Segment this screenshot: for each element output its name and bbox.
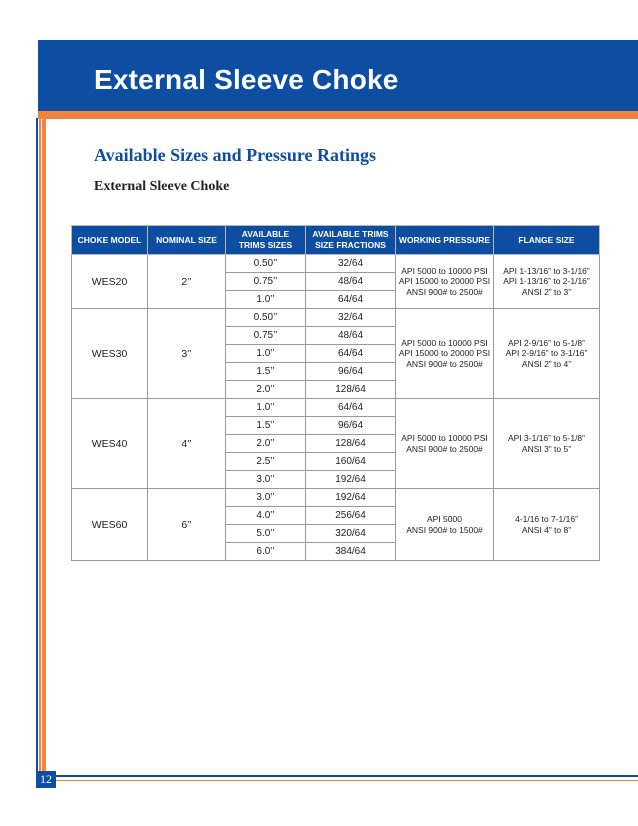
working-pressure-cell	[396, 399, 494, 489]
trim-size-cell: 0.50’’	[226, 255, 306, 273]
flange-line: ANSI 2” to 3”	[521, 286, 572, 297]
choke-model-cell: WES60	[72, 489, 148, 561]
footer-rule	[56, 775, 638, 777]
flange-line: API 2-9/16” to 3-1/16”	[505, 348, 588, 359]
nominal-size-cell: 4’’	[148, 399, 226, 489]
trim-size-cell: 0.75’’	[226, 273, 306, 291]
choke-specs-table	[71, 225, 600, 561]
pressure-line: API 5000 to 10000 PSI	[401, 337, 488, 348]
choke-model-cell: WES30	[72, 309, 148, 399]
header-accent-bar	[38, 111, 638, 119]
table-row	[72, 489, 600, 507]
table-header-row	[72, 226, 600, 255]
trim-fraction-cell: 64/64	[306, 345, 396, 363]
trim-size-cell: 3.0’’	[226, 471, 306, 489]
flange-size-cell	[494, 489, 600, 561]
flange-line: API 1-13/16” to 3-1/16”	[503, 265, 590, 276]
flange-size-cell	[494, 399, 600, 489]
trim-size-cell: 3.0’’	[226, 489, 306, 507]
table-row	[72, 309, 600, 327]
trim-fraction-cell: 48/64	[306, 273, 396, 291]
pressure-line: ANSI 900# to 2500#	[406, 443, 483, 454]
trim-size-cell: 1.0’’	[226, 399, 306, 417]
left-decorative-stripes	[36, 118, 48, 786]
trim-fraction-cell: 256/64	[306, 507, 396, 525]
column-header: CHOKE MODEL	[72, 226, 148, 255]
pressure-line: ANSI 900# to 1500#	[406, 524, 483, 535]
trim-size-cell: 2.0’’	[226, 435, 306, 453]
trim-size-cell: 1.5’’	[226, 363, 306, 381]
trim-fraction-cell: 128/64	[306, 435, 396, 453]
trim-fraction-cell: 128/64	[306, 381, 396, 399]
table-row	[72, 255, 600, 273]
nominal-size-cell: 6’’	[148, 489, 226, 561]
trim-size-cell: 2.0’’	[226, 381, 306, 399]
pressure-line: API 5000	[427, 514, 462, 524]
page-number: 12	[36, 771, 56, 788]
trim-fraction-cell: 160/64	[306, 453, 396, 471]
trim-size-cell: 1.5’’	[226, 417, 306, 435]
column-header: AVAILABLE TRIMS SIZE FRACTIONS	[306, 226, 396, 255]
working-pressure-cell	[396, 309, 494, 399]
trim-fraction-cell: 192/64	[306, 489, 396, 507]
trim-fraction-cell: 96/64	[306, 417, 396, 435]
trim-size-cell: 0.50’’	[226, 309, 306, 327]
column-header: WORKING PRESSURE	[396, 226, 494, 255]
column-header: FLANGE SIZE	[494, 226, 600, 255]
flange-line: ANSI 3” to 5”	[521, 443, 572, 454]
footer-accent-rule	[56, 780, 638, 781]
pressure-line: ANSI 900# to 2500#	[406, 286, 483, 297]
trim-fraction-cell: 32/64	[306, 255, 396, 273]
trim-size-cell: 1.0’’	[226, 345, 306, 363]
trim-fraction-cell: 384/64	[306, 543, 396, 561]
trim-size-cell: 6.0’’	[226, 543, 306, 561]
flange-line: API 1-13/16” to 2-1/16”	[503, 276, 590, 287]
choke-model-cell: WES40	[72, 399, 148, 489]
trim-fraction-cell: 320/64	[306, 525, 396, 543]
trim-fraction-cell: 192/64	[306, 471, 396, 489]
trim-fraction-cell: 64/64	[306, 399, 396, 417]
section-title: Available Sizes and Pressure Ratings	[94, 145, 377, 165]
nominal-size-cell: 3’’	[148, 309, 226, 399]
flange-line: API 3-1/16” to 5-1/8”	[507, 433, 585, 443]
trim-size-cell: 1.0’’	[226, 291, 306, 309]
choke-model-cell: WES20	[72, 255, 148, 309]
trim-fraction-cell: 64/64	[306, 291, 396, 309]
column-header: AVAILABLE TRIMS SIZES	[226, 226, 306, 255]
flange-line: API 2-9/16” to 5-1/8”	[507, 337, 585, 348]
table-row	[72, 399, 600, 417]
trim-fraction-cell: 32/64	[306, 309, 396, 327]
trim-size-cell: 4.0’’	[226, 507, 306, 525]
flange-line: 4-1/16 to 7-1/16”	[515, 514, 578, 524]
trim-size-cell: 5.0’’	[226, 525, 306, 543]
working-pressure-cell	[396, 489, 494, 561]
page-title: External Sleeve Choke	[94, 64, 399, 95]
nominal-size-cell: 2’’	[148, 255, 226, 309]
flange-size-cell	[494, 255, 600, 309]
pressure-line: API 15000 to 20000 PSI	[398, 276, 491, 287]
trim-size-cell: 0.75’’	[226, 327, 306, 345]
flange-line: ANSI 4” to 8”	[521, 524, 572, 535]
flange-size-cell	[494, 309, 600, 399]
trim-size-cell: 2.5’’	[226, 453, 306, 471]
pressure-line: API 5000 to 10000 PSI	[401, 433, 488, 443]
pressure-line: API 5000 to 10000 PSI	[401, 265, 488, 276]
trim-fraction-cell: 96/64	[306, 363, 396, 381]
subsection-title: External Sleeve Choke	[94, 179, 230, 194]
trim-fraction-cell: 48/64	[306, 327, 396, 345]
flange-line: ANSI 2” to 4”	[521, 358, 572, 369]
working-pressure-cell	[396, 255, 494, 309]
column-header: NOMINAL SIZE	[148, 226, 226, 255]
pressure-line: ANSI 900# to 2500#	[406, 358, 483, 369]
pressure-line: API 15000 to 20000 PSI	[398, 348, 491, 359]
